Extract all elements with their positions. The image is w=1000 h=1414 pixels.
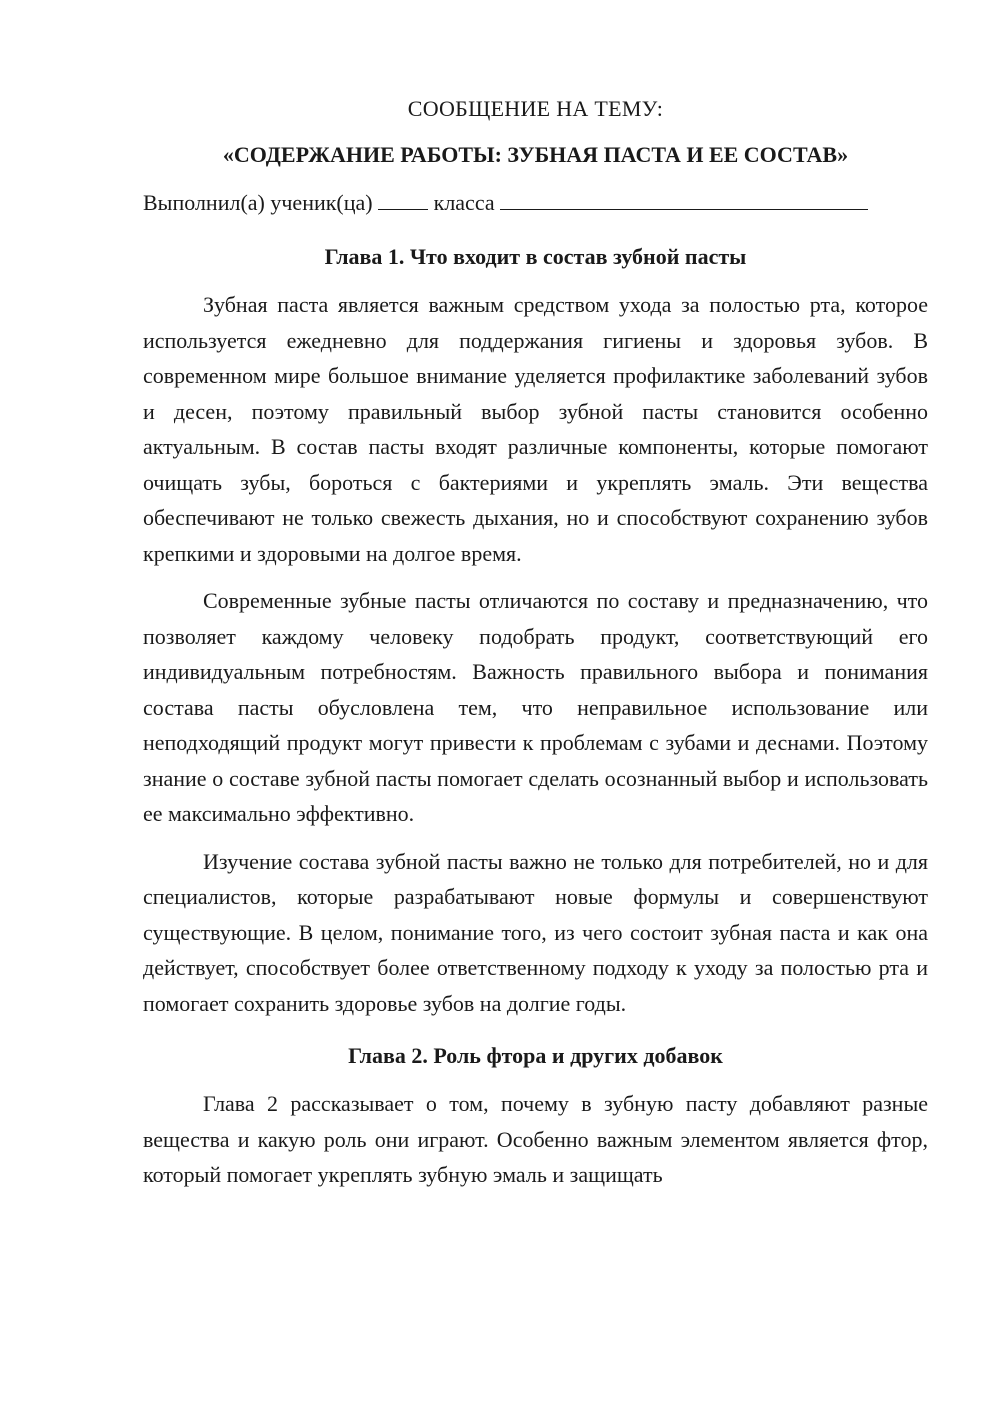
chapter-2-heading: Глава 2. Роль фтора и других добавок (348, 1043, 723, 1068)
chapter-2-paragraph-1: Глава 2 рассказывает о том, почему в зубную пасту добавляют разные вещества и какую роль они играют. Особенно важным элементом является фтор, который помогает укреплять зубную эмаль и защищать (143, 1091, 928, 1187)
author-name-blank[interactable] (500, 189, 868, 210)
class-number-blank[interactable] (378, 189, 428, 210)
document-title-line-2: «СОДЕРЖАНИЕ РАБОТЫ: ЗУБНАЯ ПАСТА И ЕЕ СОСТАВ» (222, 142, 849, 167)
document-title-line-1: СООБЩЕНИЕ НА ТЕМУ: (407, 96, 664, 121)
chapter-1-paragraph-3: Изучение состава зубной пасты важно не только для потребителей, но и для специалистов, которые разрабатывают новые формулы и совершенствуют существующие. В целом, понимание того, из чего состоит зубная паста и как она действует, способствует более ответственному подходу к уходу за полостью рта и помогает сохранить здоровье зубов на долгие годы. (143, 848, 928, 1016)
author-line (143, 186, 928, 220)
author-prefix: Выполнил(а) ученик(ца) (143, 190, 373, 215)
chapter-1-paragraph-1: Зубная паста является важным средством ухода за полостью рта, которое используется ежедневно для поддержания гигиены и здоровья зубов. В современном мире большое внимание уделяется профилактике заболеваний зубов и десен, поэтому правильный выбор зубной пасты становится особенно актуальным. В состав пасты входят различные компоненты, которые помогают очищать зубы, бороться с бактериями и укреплять эмаль. Эти вещества обеспечивают не только свежесть дыхания, но и способствуют сохранению зубов крепкими и здоровыми на долгое время. (143, 292, 928, 566)
chapter-1-heading: Глава 1. Что входит в состав зубной пасты (324, 244, 747, 269)
chapter-1-paragraph-2: Современные зубные пасты отличаются по составу и предназначению, что позволяет каждому человеку подобрать продукт, соответствующий его индивидуальным потребностям. Важность правильного выбора и понимания состава пасты обусловлена тем, что неправильное использование или неподходящий продукт могут привести к проблемам с зубами и деснами. Поэтому знание о составе зубной пасты помогает сделать осознанный выбор и использовать ее максимально эффективно. (143, 588, 928, 826)
author-class-word: класса (433, 190, 495, 215)
document-content (143, 92, 928, 1193)
